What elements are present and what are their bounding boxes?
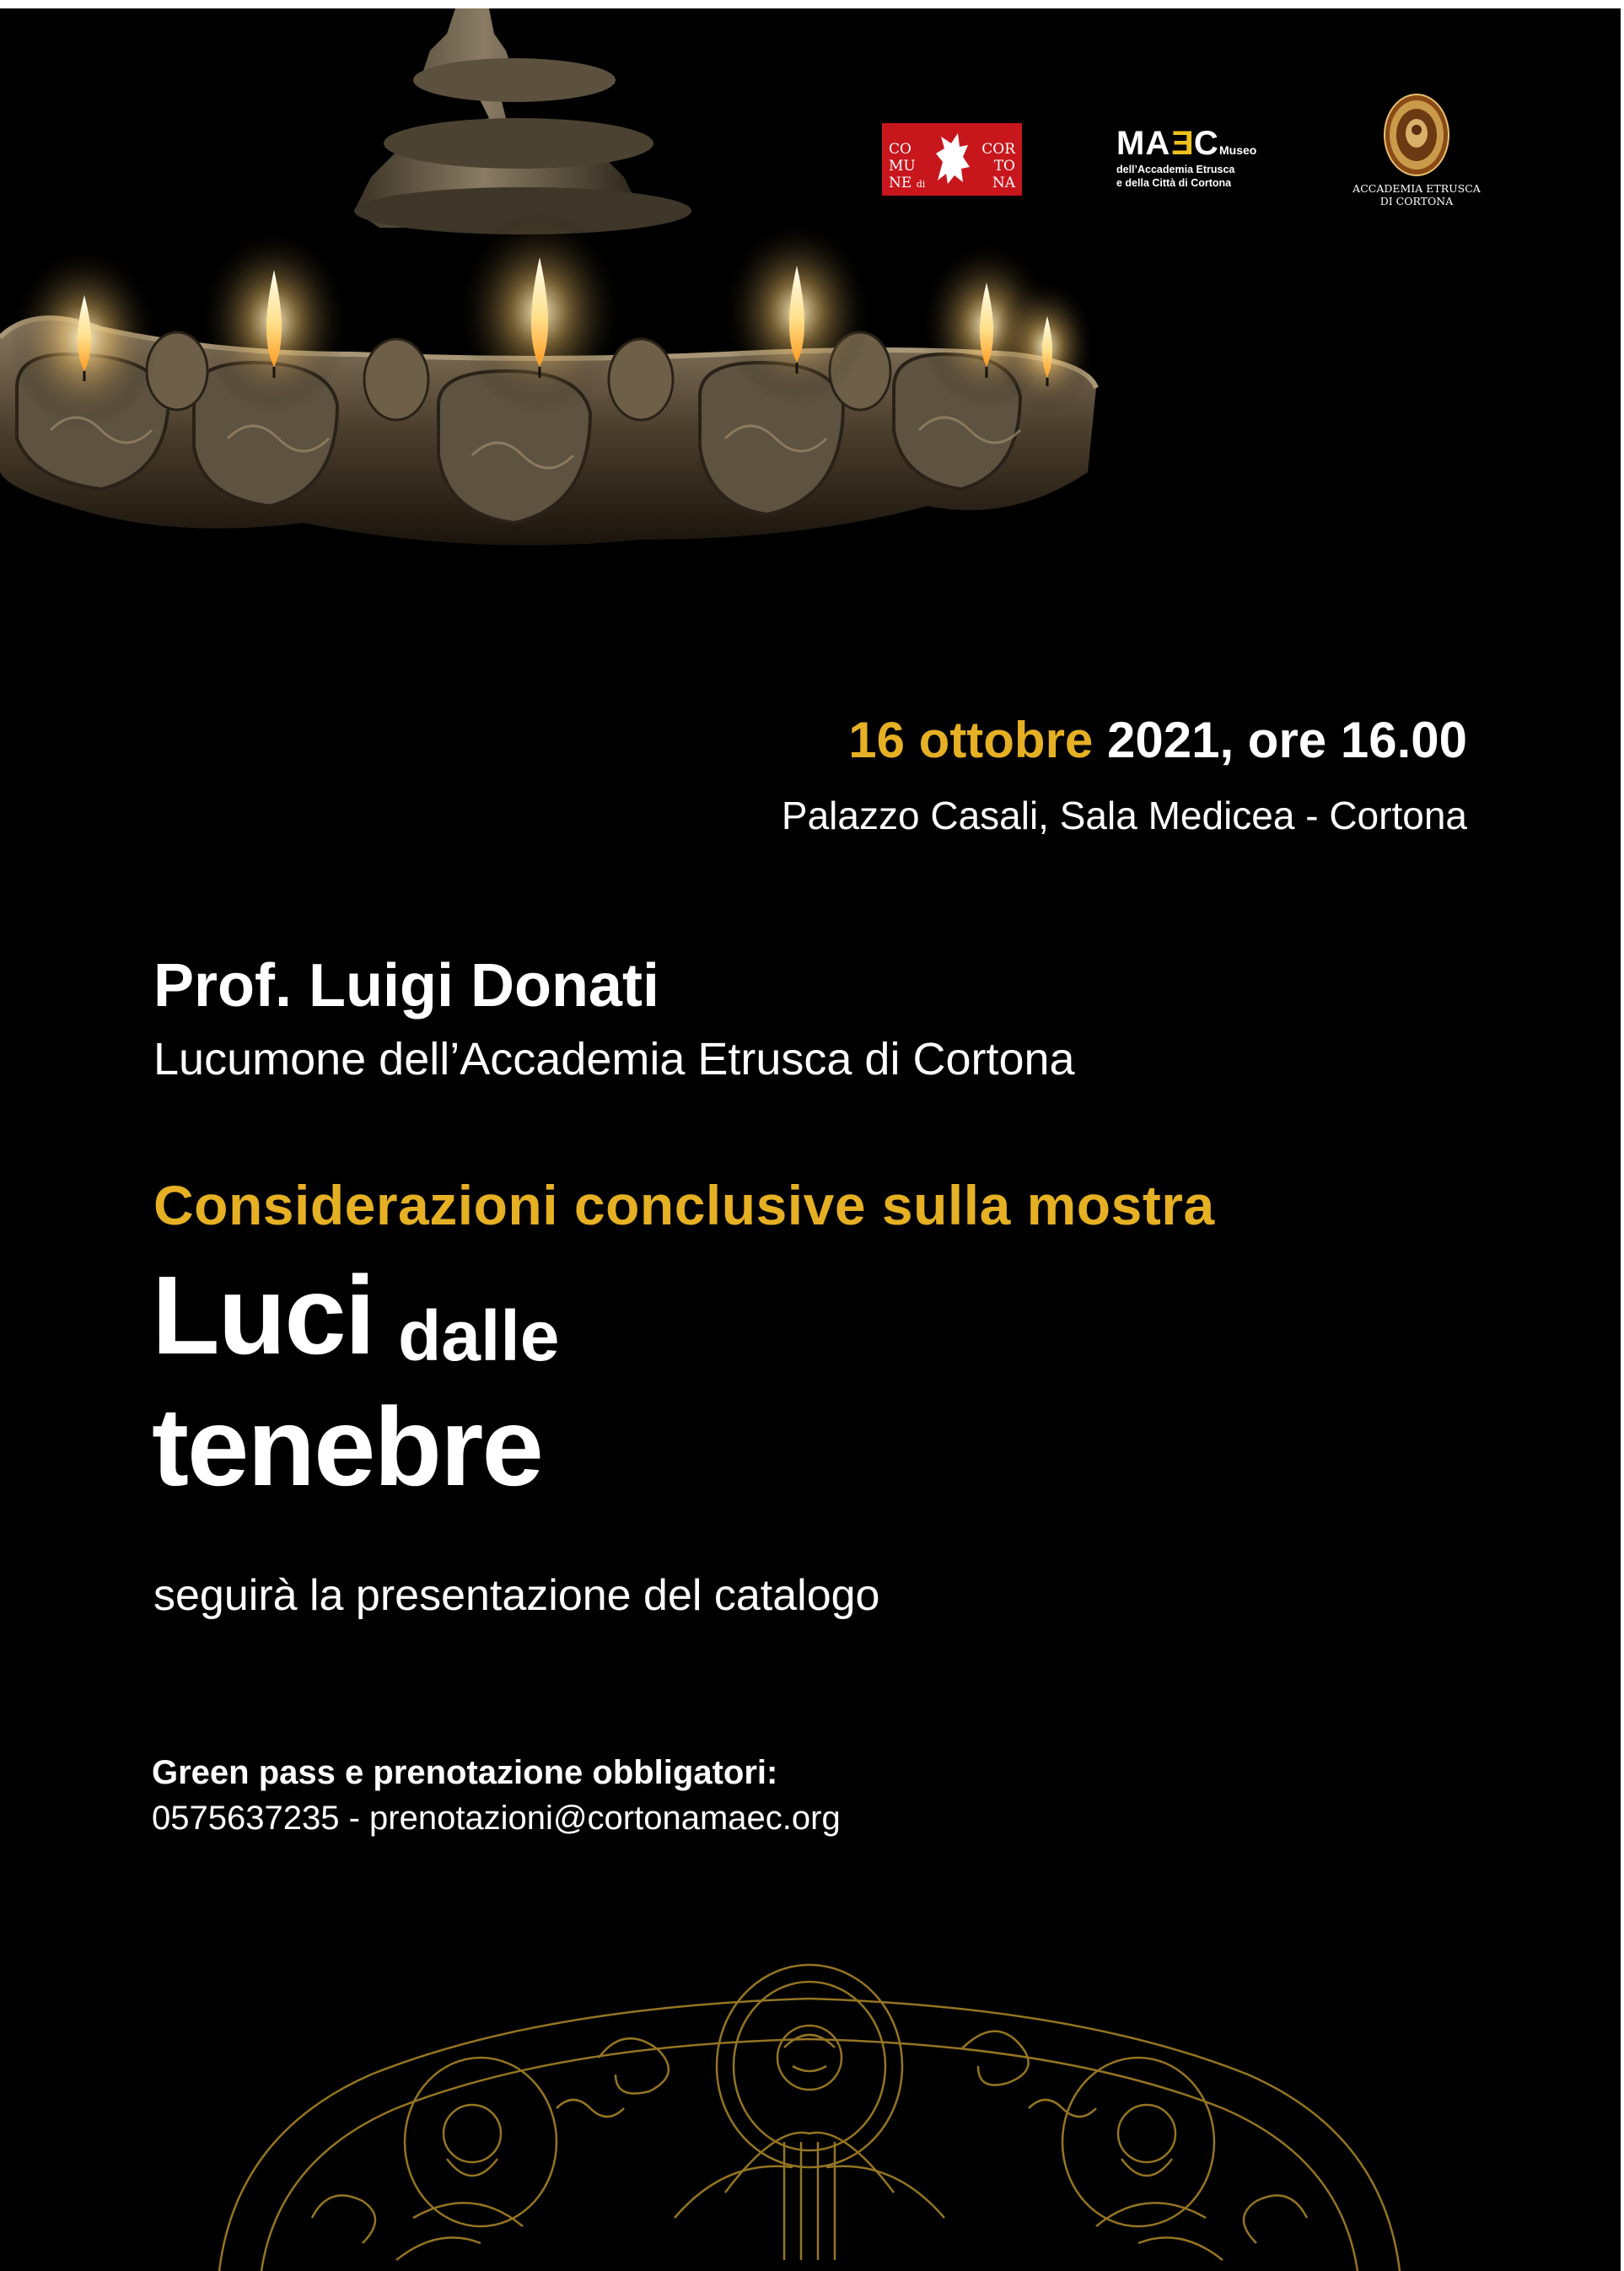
booking-contact: 0575637235 - prenotazioni@cortonamaec.org	[152, 1800, 841, 1837]
talk-subtitle: Considerazioni conclusive sulla mostra	[153, 1174, 1215, 1236]
accademia-emblem-icon	[1380, 91, 1453, 179]
maec-museo-text: Museo	[1219, 143, 1257, 157]
maec-subtitle-line-1: dell’Accademia Etrusca	[1116, 164, 1235, 175]
etruscan-ornament-drawing	[202, 1940, 1417, 2271]
maec-title-c: C	[1193, 125, 1219, 162]
etruscan-chandelier-image	[0, 0, 1113, 607]
catalogue-presentation-note: seguirà la presentazione del catalogo	[153, 1571, 880, 1620]
speaker-name: Prof. Luigi Donati	[153, 952, 659, 1020]
comune-di-cortona-logo	[882, 123, 1022, 196]
comune-logo-text-to: TO	[993, 158, 1015, 175]
event-date-year-time: 2021, ore 16.00	[1106, 712, 1467, 768]
maec-title-ma: MA	[1116, 125, 1171, 162]
exhibition-title-dalle: dalle	[398, 1296, 560, 1375]
comune-logo-text-cor: COR	[981, 141, 1015, 158]
event-date	[848, 711, 1467, 769]
accademia-etrusca-logo	[1341, 91, 1492, 218]
exhibition-title-tenebre: tenebre	[152, 1385, 542, 1509]
griffin-icon	[929, 128, 975, 191]
comune-logo-text-ne: NE	[889, 175, 912, 191]
accademia-text-line-1: ACCADEMIA ETRUSCA	[1352, 182, 1481, 195]
speaker-role: Lucumone dell’Accademia Etrusca di Cortona	[153, 1034, 1075, 1084]
booking-requirements: Green pass e prenotazione obbligatori:	[152, 1754, 778, 1791]
maec-title-e: E	[1170, 125, 1194, 162]
comune-logo-text-co: CO	[889, 141, 911, 158]
exhibition-title-luci: Luci	[152, 1253, 374, 1377]
comune-logo-text-na: NA	[992, 175, 1015, 191]
event-date-day: 16 ottobre	[848, 712, 1094, 768]
right-border	[1621, 0, 1624, 2271]
event-venue: Palazzo Casali, Sala Medicea - Cortona	[781, 794, 1467, 837]
maec-museum-logo	[1116, 126, 1268, 194]
comune-logo-text-mu: MU	[889, 158, 916, 175]
maec-subtitle-line-2: e della Città di Cortona	[1116, 177, 1232, 189]
accademia-text-line-2: DI CORTONA	[1379, 195, 1454, 207]
comune-logo-text-di: di	[916, 179, 926, 190]
